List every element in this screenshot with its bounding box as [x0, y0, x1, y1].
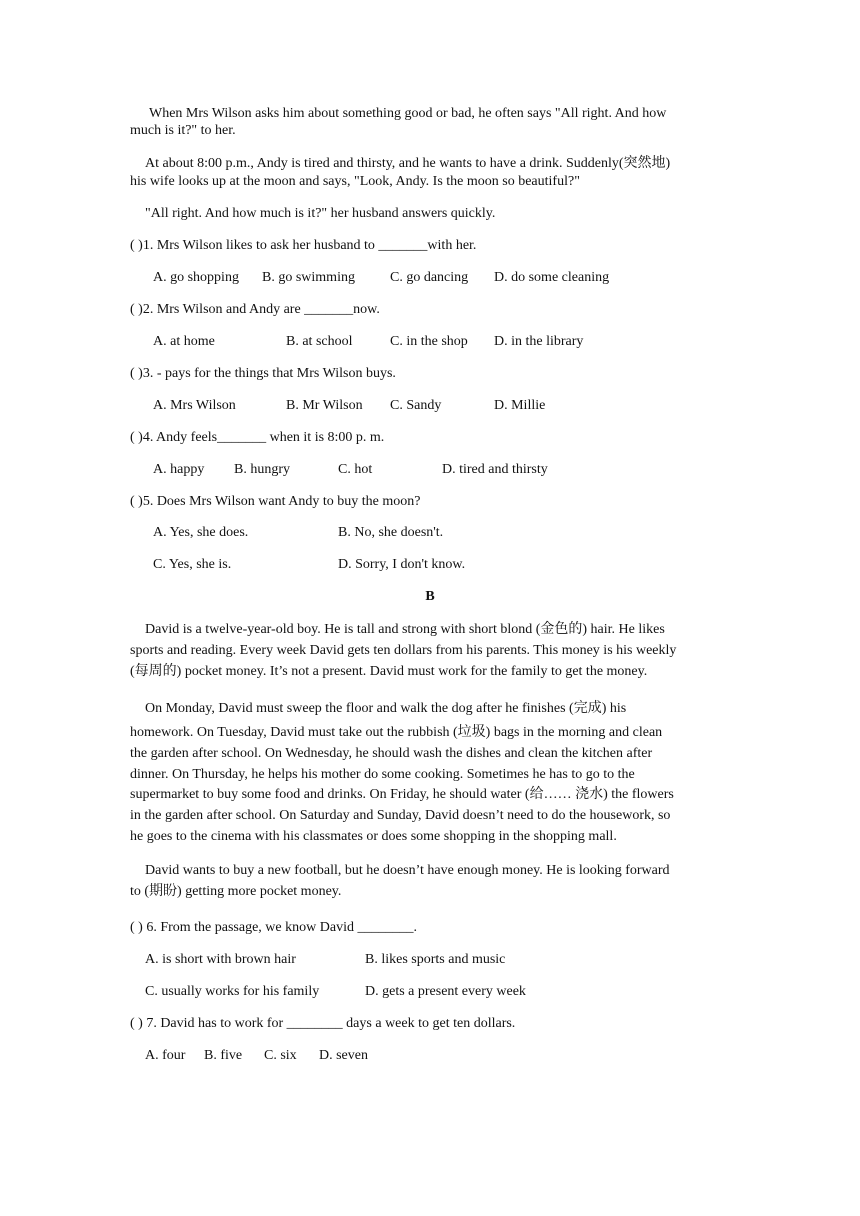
paragraph-line: to (期盼) getting more pocket money. [130, 884, 342, 899]
option-1d: D. do some cleaning [494, 270, 610, 285]
paragraph-line: When Mrs Wilson asks him about something good or bad, he often says "All right. And how [149, 106, 667, 121]
option-2b: B. at school [286, 334, 353, 349]
option-1a: A. go shopping [153, 270, 239, 285]
option-7b: B. five [204, 1048, 243, 1063]
option-6d: D. gets a present every week [365, 984, 526, 999]
paragraph-line: (每周的) pocket money. It’s not a present. David must work for the family to get the money. [130, 664, 648, 679]
option-1c: C. go dancing [390, 270, 469, 285]
option-4c: C. hot [338, 462, 373, 477]
option-4b: B. hungry [234, 462, 290, 477]
question-5: ( )5. Does Mrs Wilson want Andy to buy the moon? [130, 494, 421, 509]
paragraph-line: sports and reading. Every week David gets ten dollars from his parents. This money is his weekly [130, 643, 677, 658]
paragraph-line: dinner. On Thursday, he helps his mother do some cooking. Sometimes he has to go to the [130, 767, 635, 782]
option-3c: C. Sandy [390, 398, 442, 413]
paragraph-line: his wife looks up at the moon and says, "Look, Andy. Is the moon so beautiful?" [130, 174, 580, 189]
option-4a: A. happy [153, 462, 205, 477]
option-5a: A. Yes, she does. [153, 525, 249, 540]
option-7a: A. four [145, 1048, 186, 1063]
paragraph-line: in the garden after school. On Saturday and Sunday, David doesn’t need to do the housework, so [130, 808, 671, 823]
paragraph-line: the garden after school. On Wednesday, he should wash the dishes and clean the kitchen after [130, 746, 653, 761]
question-3: ( )3. - pays for the things that Mrs Wilson buys. [130, 366, 396, 381]
paragraph-line: much is it?" to her. [130, 123, 236, 138]
option-5b: B. No, she doesn't. [338, 525, 444, 540]
option-1b: B. go swimming [262, 270, 355, 285]
question-2: ( )2. Mrs Wilson and Andy are _______now. [130, 302, 380, 317]
option-6a: A. is short with brown hair [145, 952, 296, 967]
option-6c: C. usually works for his family [145, 984, 320, 999]
option-3b: B. Mr Wilson [286, 398, 363, 413]
question-7: ( ) 7. David has to work for ________ days a week to get ten dollars. [130, 1016, 516, 1031]
option-2d: D. in the library [494, 334, 584, 349]
paragraph-line: On Monday, David must sweep the floor and walk the dog after he finishes (完成) his [145, 701, 627, 716]
option-7d: D. seven [319, 1048, 368, 1063]
paragraph-line: At about 8:00 p.m., Andy is tired and thirsty, and he wants to have a drink. Suddenly(突然地) [145, 156, 671, 171]
paragraph-line: David wants to buy a new football, but he doesn’t have enough money. He is looking forward [145, 863, 670, 878]
paragraph-line: homework. On Tuesday, David must take out the rubbish (垃圾) bags in the morning and clean [130, 725, 663, 740]
option-7c: C. six [264, 1048, 297, 1063]
option-3a: A. Mrs Wilson [153, 398, 236, 413]
option-6b: B. likes sports and music [365, 952, 506, 967]
section-heading: B [425, 589, 435, 604]
option-5c: C. Yes, she is. [153, 557, 232, 572]
question-6: ( ) 6. From the passage, we know David ________. [130, 920, 417, 935]
question-4: ( )4. Andy feels_______ when it is 8:00 p. m. [130, 430, 385, 445]
option-2a: A. at home [153, 334, 215, 349]
option-4d: D. tired and thirsty [442, 462, 548, 477]
option-5d: D. Sorry, I don't know. [338, 557, 466, 572]
option-3d: D. Millie [494, 398, 546, 413]
paragraph-line: supermarket to buy some food and drinks. On Friday, he should water (给…… 浇水) the flowers [130, 787, 674, 802]
question-1: ( )1. Mrs Wilson likes to ask her husband to _______with her. [130, 238, 477, 253]
option-2c: C. in the shop [390, 334, 468, 349]
paragraph-line: he goes to the cinema with his classmates or does some shopping in the shopping mall. [130, 829, 617, 844]
paragraph-line: "All right. And how much is it?" her husband answers quickly. [145, 206, 496, 221]
paragraph-line: David is a twelve-year-old boy. He is tall and strong with short blond (金色的) hair. He likes [145, 622, 665, 637]
